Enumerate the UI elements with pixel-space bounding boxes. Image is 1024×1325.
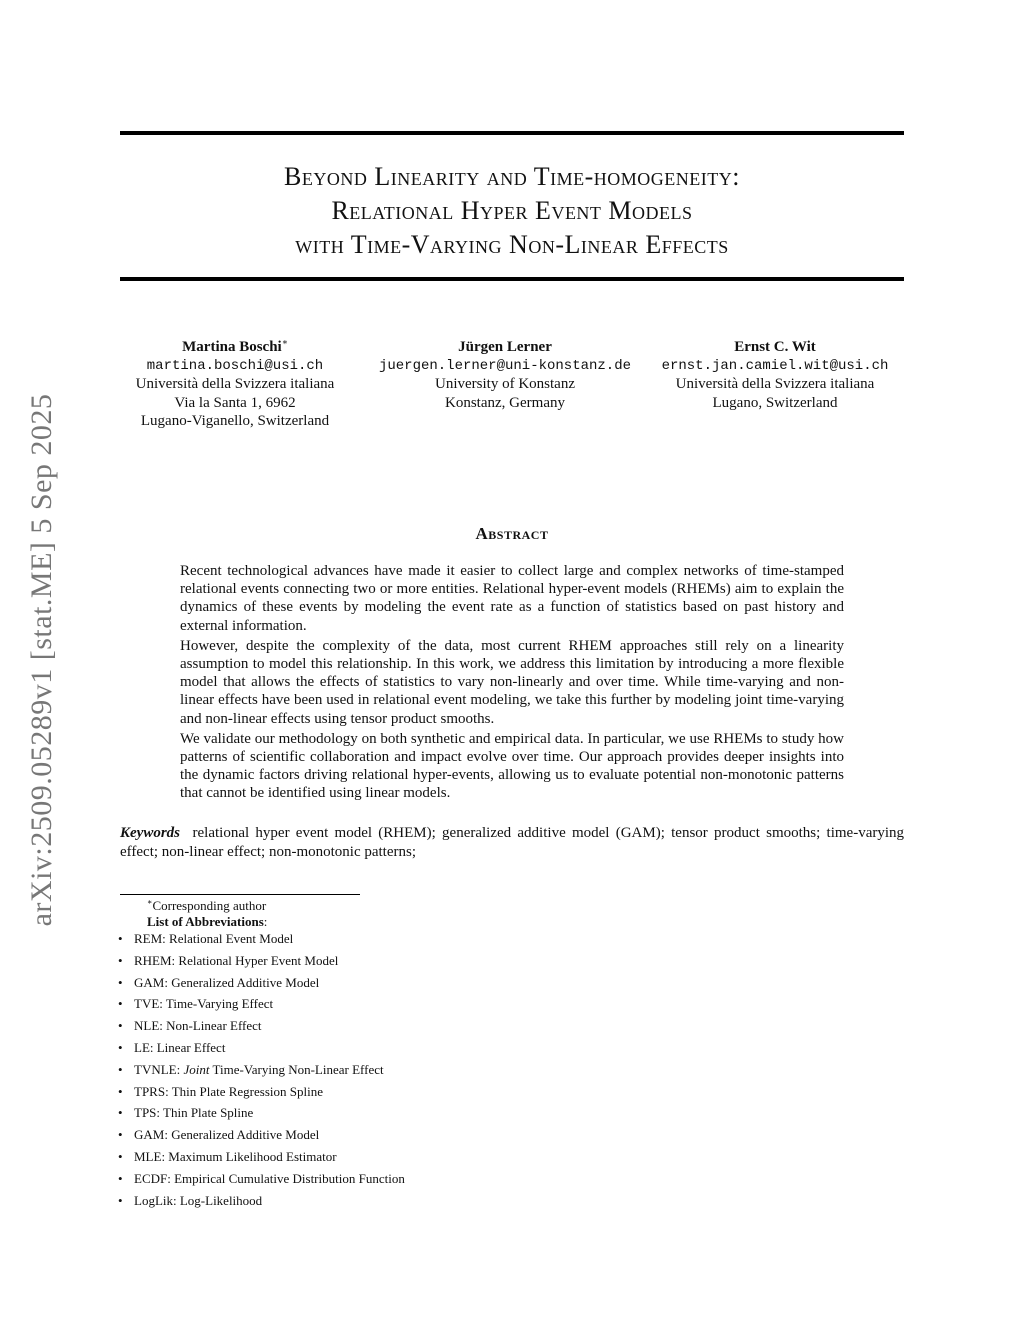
abbreviation-item <box>118 975 405 997</box>
abbreviations-heading-colon: : <box>263 914 268 929</box>
abbreviation-text: LE: Linear Effect <box>134 1039 226 1055</box>
abstract-body <box>180 562 844 805</box>
abbreviation-item <box>118 1018 405 1040</box>
footnote-text: Corresponding author <box>152 898 267 913</box>
author-lerner <box>370 338 640 412</box>
footnote-corresponding <box>147 898 266 914</box>
author-affiliation-line: University of Konstanz <box>435 376 575 392</box>
bullet: • <box>118 1039 123 1055</box>
footnote-mark: ∗ <box>147 897 153 907</box>
arxiv-side-stamp: arXiv:2509.05289v1 [stat.ME] 5 Sep 2025 <box>25 393 58 927</box>
abstract-paragraph: We validate our methodology on both synthetic and empirical data. In particular, we use RHEMs to study how patterns of scientific collaboration and impact evolve over time. Our approach provides deeper insights into the dynamic factors driving relational hyper-events, allowing us to evaluate potential non-monotonic patterns that cannot be identified using linear models. <box>180 730 844 802</box>
author-name: Jürgen Lerner <box>458 339 552 355</box>
bullet: • <box>118 1018 123 1034</box>
abbreviation-text: GAM: Generalized Additive Model <box>134 1127 320 1143</box>
abbreviations-heading-label: List of Abbreviations <box>147 914 264 929</box>
bullet: • <box>118 974 123 990</box>
author-boschi <box>120 338 350 431</box>
abbreviation-item <box>118 1062 405 1084</box>
abstract-heading: Abstract <box>475 524 549 543</box>
abbreviation-item <box>118 1084 405 1106</box>
author-affiliation-line: Lugano, Switzerland <box>712 394 838 411</box>
abbreviation-item <box>118 953 405 975</box>
author-affiliation-line: Konstanz, Germany <box>445 394 565 411</box>
bullet: • <box>118 931 123 946</box>
abbreviation-text: TVE: Time-Varying Effect <box>134 996 274 1012</box>
abbreviation-text: REM: Relational Event Model <box>134 931 294 946</box>
abbreviations-list <box>118 931 405 1214</box>
abstract-paragraph: Recent technological advances have made it easier to collect large and complex networks of time-stamped relational events connecting two or more entities. Relational hyper-event models (RHEMs) aim to explain the dynamics of these events by modeling the event rate as a function of statistics based on past history and external information. <box>180 563 844 634</box>
title-line-3: with Time-Varying Non-Linear Effects <box>295 230 729 259</box>
abbreviation-text: TPRS: Thin Plate Regression Spline <box>134 1083 323 1099</box>
abbreviation-item <box>118 931 405 953</box>
abbreviations-heading <box>147 914 267 930</box>
author-email[interactable]: martina.boschi@usi.ch <box>146 357 324 374</box>
bullet: • <box>118 1105 123 1121</box>
author-affiliation-line: Università della Svizzera italiana <box>135 376 335 392</box>
title-line-1: Beyond Linearity and Time-homogeneity: <box>284 162 740 191</box>
bullet: • <box>118 952 123 968</box>
corresponding-mark: ∗ <box>281 337 288 347</box>
bullet: • <box>118 996 123 1012</box>
bullet: • <box>118 1083 123 1099</box>
abbreviation-item <box>118 1105 405 1127</box>
author-affiliation-line: Lugano-Viganello, Switzerland <box>140 413 330 429</box>
abbreviation-text: NLE: Non-Linear Effect <box>134 1018 262 1034</box>
author-affiliation-line: Università della Svizzera italiana <box>675 376 875 392</box>
bullet: • <box>118 1192 123 1208</box>
title-top-rule <box>120 131 904 135</box>
bullet: • <box>118 1170 123 1186</box>
bullet: • <box>118 1061 123 1077</box>
footnote-rule <box>120 894 360 895</box>
abbreviation-text: MLE: Maximum Likelihood Estimator <box>134 1148 337 1164</box>
author-email[interactable]: ernst.jan.camiel.wit@usi.ch <box>661 357 889 374</box>
abbreviation-emphasis: Joint <box>183 1061 210 1077</box>
author-email[interactable]: juergen.lerner@uni-konstanz.de <box>378 357 632 374</box>
bullet: • <box>118 1148 123 1164</box>
abbreviation-item <box>118 1149 405 1171</box>
abbreviation-text-tail: Time-Varying Non-Linear Effect <box>209 1061 384 1077</box>
abbreviation-text: TVNLE: <box>134 1061 184 1077</box>
author-name: Martina Boschi <box>182 339 282 355</box>
abbreviation-item <box>118 1193 405 1215</box>
author-block <box>120 338 904 438</box>
abbreviation-text: ECDF: Empirical Cumulative Distribution Function <box>134 1170 405 1186</box>
keywords-label: Keywords <box>120 825 180 841</box>
keywords <box>120 824 904 862</box>
abbreviation-text: GAM: Generalized Additive Model <box>134 974 320 990</box>
abbreviation-text: LogLik: Log-Likelihood <box>134 1192 263 1208</box>
author-name: Ernst C. Wit <box>734 339 816 355</box>
abbreviation-item <box>118 1127 405 1149</box>
abbreviation-item <box>118 1171 405 1193</box>
abstract-paragraph: However, despite the complexity of the data, most current RHEM approaches still rely on a linearity assumption to model this relationship. In this work, we address this limitation by introducing a more flexible model that allows the effects of statistics to vary non-linearly and over time. While time-varying and non-linear effects have been used in relational event modeling, we take this further by modeling joint time-varying and non-linear effects using tensor product smooths. <box>180 637 844 727</box>
abbreviation-item <box>118 1040 405 1062</box>
title-bottom-rule <box>120 277 904 281</box>
bullet: • <box>118 1127 123 1143</box>
abbreviation-text: RHEM: Relational Hyper Event Model <box>134 952 339 968</box>
keywords-text: relational hyper event model (RHEM); generalized additive model (GAM); tensor product smooths; time-varying effect; non-linear effect; non-monotonic patterns; <box>120 825 905 860</box>
title-line-2: Relational Hyper Event Models <box>331 196 693 225</box>
author-wit <box>650 338 900 412</box>
abbreviation-item <box>118 996 405 1018</box>
paper-title <box>120 160 904 262</box>
author-affiliation-line: Via la Santa 1, 6962 <box>174 394 296 411</box>
abbreviation-text: TPS: Thin Plate Spline <box>134 1105 254 1121</box>
